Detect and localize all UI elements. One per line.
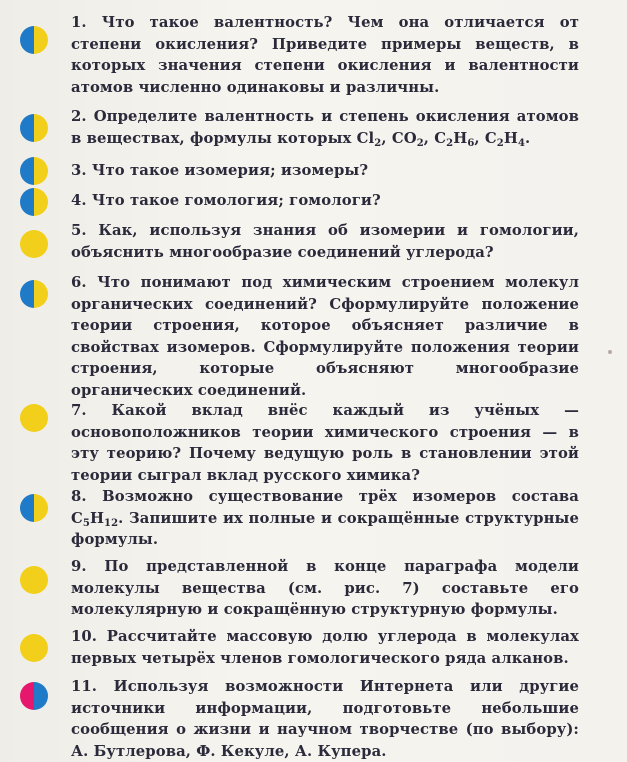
question-text bbox=[71, 106, 579, 149]
question-text bbox=[71, 272, 579, 401]
question-text bbox=[71, 400, 579, 486]
question-body: Какой вклад внёс каждый из учёных — основоположников теории химического строения — в эту теорию? Почему ведущую роль в становлении этой теории сыграл вклад русского химика? bbox=[71, 402, 579, 484]
marker-left-half bbox=[20, 634, 34, 662]
question-body: Что понимают под химическим строением молекул органических соединений? Сформулируйте положение теории строения, которое объясняет различие в свойствах изомеров. Сформулируйте положения теории строения, которые объясняют многообразие органических соединений. bbox=[71, 274, 579, 399]
question-text bbox=[71, 626, 579, 669]
marker-left-half bbox=[20, 230, 34, 258]
marker-icon bbox=[20, 280, 48, 308]
marker-right-half bbox=[34, 157, 48, 185]
marker-right-half bbox=[34, 114, 48, 142]
question-body: Как, используя знания об изомерии и гомологии, объяснить многообразие соединений углерода? bbox=[71, 222, 579, 261]
question-text bbox=[71, 190, 579, 212]
question-body: Используя возможности Интернета или другие источники информации, подготовьте небольшие сообщения о жизни и научном творчестве (по выбору): А. Бутлерова, Ф. Кекуле, А. Купера. bbox=[71, 678, 579, 760]
marker-left-half bbox=[20, 494, 34, 522]
question-number: 10. bbox=[71, 628, 98, 645]
question-text bbox=[71, 160, 579, 182]
marker-right-half bbox=[34, 230, 48, 258]
question-body: Определите валентность и степень окисления атомов в веществах, формулы которых $Cl_2$, $CO_2$, $C_2H_6$, $C_2H_4$. bbox=[71, 108, 579, 149]
marker-icon bbox=[20, 494, 48, 522]
marker-left-half bbox=[20, 280, 34, 308]
question-body: Возможно существование трёх изомеров состава $C_5H_{12}$. Запишите их полные и сокращённые структурные формулы. bbox=[71, 488, 579, 548]
question-number: 2. bbox=[71, 108, 87, 125]
marker-icon bbox=[20, 188, 48, 216]
question-text bbox=[71, 486, 579, 551]
marker-icon bbox=[20, 157, 48, 185]
marker-right-half bbox=[34, 634, 48, 662]
marker-left-half bbox=[20, 157, 34, 185]
question-number: 9. bbox=[71, 558, 87, 575]
question-body: Что такое изомерия; изомеры? bbox=[91, 162, 369, 179]
question-body: По представленной в конце параграфа модели молекулы вещества (см. рис. 7) составьте его молекулярную и сокращённую структурную формулы. bbox=[71, 558, 579, 618]
question-number: 7. bbox=[71, 402, 87, 419]
marker-icon bbox=[20, 230, 48, 258]
question-number: 3. bbox=[71, 162, 87, 179]
marker-left-half bbox=[20, 404, 34, 432]
marker-right-half bbox=[34, 682, 48, 710]
marker-left-half bbox=[20, 188, 34, 216]
question-number: 5. bbox=[71, 222, 87, 239]
marker-icon bbox=[20, 682, 48, 710]
marker-right-half bbox=[34, 26, 48, 54]
paper-speck bbox=[608, 350, 612, 354]
question-body: Что такое валентность? Чем она отличается от степени окисления? Приведите примеры веществ, в которых значения степени окисления и валентности атомов численно одинаковы и различны. bbox=[71, 14, 579, 96]
question-number: 11. bbox=[71, 678, 98, 695]
marker-right-half bbox=[34, 404, 48, 432]
marker-left-half bbox=[20, 114, 34, 142]
marker-icon bbox=[20, 634, 48, 662]
question-number: 1. bbox=[71, 14, 87, 31]
marker-left-half bbox=[20, 566, 34, 594]
marker-left-half bbox=[20, 26, 34, 54]
question-body: Рассчитайте массовую долю углерода в молекулах первых четырёх членов гомологического ряда алканов. bbox=[71, 628, 579, 667]
question-text bbox=[71, 12, 579, 98]
marker-icon bbox=[20, 404, 48, 432]
question-number: 6. bbox=[71, 274, 87, 291]
question-text bbox=[71, 220, 579, 263]
marker-left-half bbox=[20, 682, 34, 710]
marker-right-half bbox=[34, 494, 48, 522]
marker-icon bbox=[20, 26, 48, 54]
question-text bbox=[71, 556, 579, 621]
marker-icon bbox=[20, 566, 48, 594]
marker-right-half bbox=[34, 280, 48, 308]
question-number: 4. bbox=[71, 192, 87, 209]
question-number: 8. bbox=[71, 488, 87, 505]
question-text bbox=[71, 676, 579, 762]
marker-right-half bbox=[34, 566, 48, 594]
question-body: Что такое гомология; гомологи? bbox=[91, 192, 381, 209]
marker-icon bbox=[20, 114, 48, 142]
marker-right-half bbox=[34, 188, 48, 216]
